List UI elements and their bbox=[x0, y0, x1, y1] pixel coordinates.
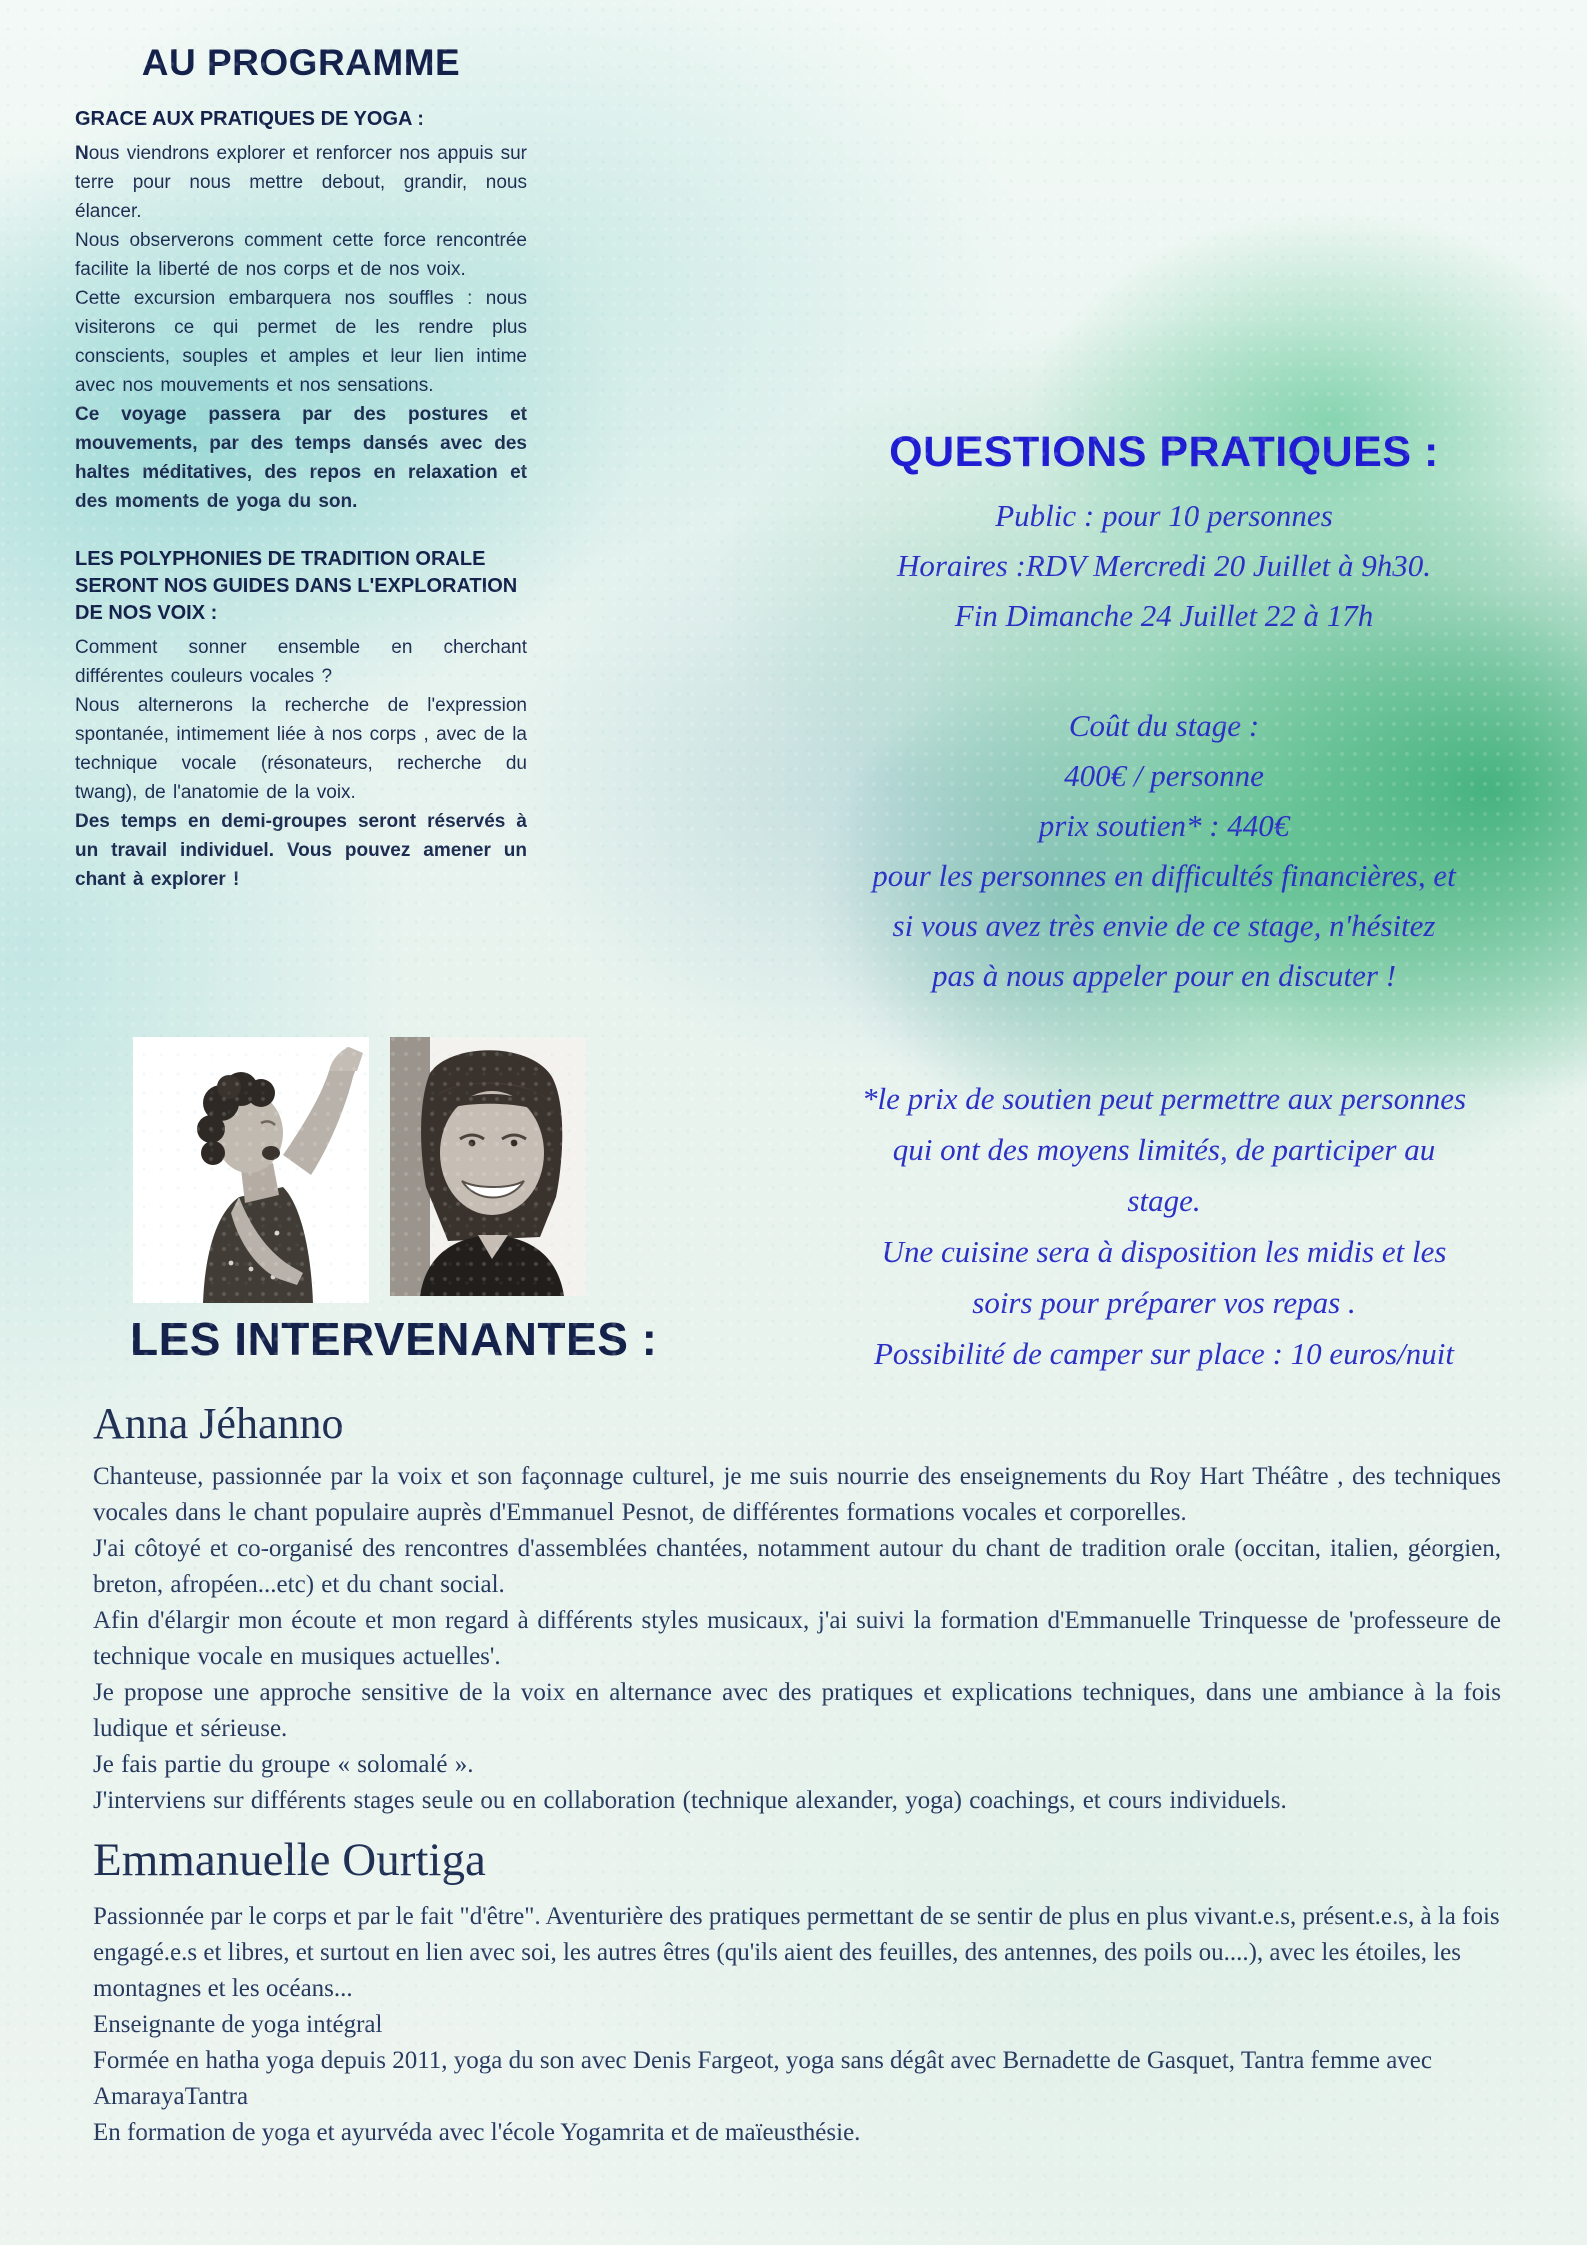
emmanuelle-bio-paragraph: Enseignante de yoga intégral bbox=[93, 2011, 383, 2038]
emmanuelle-photo bbox=[390, 1037, 586, 1296]
emmanuelle-bio-paragraph: Formée en hatha yoga depuis 2011, yoga du son avec Denis Fargeot, yoga sans dégât avec Bernadette de Gasquet, Tantra femme avec AmarayaTantra bbox=[93, 2047, 1433, 2110]
anna-bio-paragraph: Chanteuse, passionnée par la voix et son façonnage culturel, je me suis nourrie des enseignements du Roy Hart Théâtre , des techniques vocales dans le chant populaire auprès d'Emmanuel Pesnot, de différentes formations vocales et corporelles. bbox=[93, 1463, 1501, 1526]
cost-line: prix soutien* : 440€ bbox=[1038, 808, 1290, 843]
polyphonies-paragraph-2: Nous alternerons la recherche de l'expression spontanée, intimement liée à nos corps , avec de la technique vocale (résonateurs, recherche du twang), de l'anatomie de la voix. bbox=[75, 695, 527, 803]
program-column bbox=[75, 42, 527, 894]
anna-bio-paragraph: J'ai côtoyé et co-organisé des rencontres d'assemblées chantées, notamment autour du chant de tradition orale (occitan, italien, géorgien, breton, afropéen...etc) et du chant social. bbox=[93, 1535, 1501, 1598]
emmanuelle-bio-paragraph: Passionnée par le corps et par le fait "d'être". Aventurière des pratiques permettant de se sentir de plus en plus vivant.e.s, présent.e.s, à la fois engagé.e.s et libres, et surtout en lien avec soi, les autres êtres (qu'ils aient des feuilles, des antennes, des poils ou....), avec les étoiles, les montagnes et les océans... bbox=[93, 1903, 1500, 2002]
emmanuelle-bio-paragraph: En formation de yoga et ayurvéda avec l'école Yogamrita et de maïeusthésie. bbox=[93, 2119, 861, 2146]
yoga-paragraph-3: Cette excursion embarquera nos souffles : nous visiterons ce qui permet de les rendre plus conscients, souples et amples et leur lien intime avec nos mouvements et nos sensations. bbox=[75, 288, 527, 396]
bios-section bbox=[93, 1398, 1501, 2151]
anna-bio-paragraph: Afin d'élargir mon écoute et mon regard à différents styles musicaux, j'ai suivi la formation d'Emmanuelle Trinquesse de 'professeure de technique vocale en musiques actuelles'. bbox=[93, 1607, 1501, 1670]
anna-bio-paragraph: Je propose une approche sensitive de la voix en alternance avec des pratiques et explications techniques, dans une ambiance à la fois ludique et sérieuse. bbox=[93, 1679, 1501, 1742]
cost-line: pas à nous appeler pour en discuter ! bbox=[931, 958, 1397, 993]
questions-heading: QUESTIONS PRATIQUES : bbox=[889, 428, 1439, 476]
polyphonies-heading: LES POLYPHONIES DE TRADITION ORALE SERONT NOS GUIDES DANS L'EXPLORATION DE NOS VOIX : bbox=[75, 548, 518, 624]
cost-line: si vous avez très envie de ce stage, n'hésitez bbox=[892, 908, 1436, 943]
note-line: soirs pour préparer vos repas . bbox=[972, 1285, 1356, 1320]
lead-letter: N bbox=[75, 143, 89, 164]
yoga-heading: GRACE AUX PRATIQUES DE YOGA : bbox=[75, 108, 424, 130]
anna-bio-block bbox=[93, 1398, 1501, 1819]
program-title: AU PROGRAMME bbox=[141, 42, 461, 83]
cost-line: Coût du stage : bbox=[1068, 708, 1260, 743]
anna-name: Anna Jéhanno bbox=[93, 1399, 344, 1448]
note-block bbox=[758, 1073, 1570, 1379]
anna-photo bbox=[133, 1037, 369, 1303]
emmanuelle-portrait-illustration bbox=[390, 1037, 586, 1296]
polyphonies-paragraph-3: Des temps en demi-groupes seront réservés à un travail individuel. Vous pouvez amener un chant à explorer ! bbox=[75, 811, 527, 890]
polyphonies-paragraph-1: Comment sonner ensemble en cherchant différentes couleurs vocales ? bbox=[75, 637, 527, 687]
note-line: Une cuisine sera à disposition les midis et les bbox=[881, 1234, 1447, 1269]
emmanuelle-bio-block bbox=[93, 1833, 1501, 2151]
note-line: stage. bbox=[1127, 1183, 1201, 1218]
yoga-paragraph-1-text: ous viendrons explorer et renforcer nos appuis sur terre pour nous mettre debout, grandir, nous élancer. bbox=[75, 143, 527, 222]
cost-line: pour les personnes en difficultés financières, et bbox=[872, 858, 1456, 893]
intervenantes-heading: LES INTERVENANTES : bbox=[130, 1313, 658, 1365]
anna-bio-paragraph: Je fais partie du groupe « solomalé ». bbox=[93, 1751, 474, 1778]
yoga-paragraph-2: Nous observerons comment cette force rencontrée facilite la liberté de nos corps et de nos voix. bbox=[75, 230, 527, 280]
emmanuelle-name: Emmanuelle Ourtiga bbox=[93, 1834, 486, 1886]
cost-block bbox=[758, 701, 1570, 1001]
note-line: *le prix de soutien peut permettre aux personnes bbox=[861, 1081, 1467, 1116]
yoga-paragraph-1 bbox=[75, 139, 527, 226]
schedule-line: Public : pour 10 personnes bbox=[995, 498, 1333, 533]
anna-portrait-illustration bbox=[133, 1037, 369, 1303]
yoga-paragraph-4: Ce voyage passera par des postures et mouvements, par des temps dansés avec des haltes méditatives, des repos en relaxation et des moments de yoga du son. bbox=[75, 404, 527, 512]
note-line: Possibilité de camper sur place : 10 euros/nuit bbox=[873, 1336, 1455, 1371]
schedule-line: Fin Dimanche 24 Juillet 22 à 17h bbox=[954, 598, 1374, 633]
schedule-block bbox=[758, 491, 1570, 641]
anna-bio-paragraph: J'interviens sur différents stages seule ou en collaboration (technique alexander, yoga) coachings, et cours individuels. bbox=[93, 1787, 1287, 1814]
schedule-line: Horaires :RDV Mercredi 20 Juillet à 9h30. bbox=[896, 548, 1432, 583]
note-line: qui ont des moyens limités, de participer au bbox=[892, 1132, 1436, 1167]
cost-line: 400€ / personne bbox=[1064, 758, 1264, 793]
questions-column bbox=[758, 428, 1570, 1379]
